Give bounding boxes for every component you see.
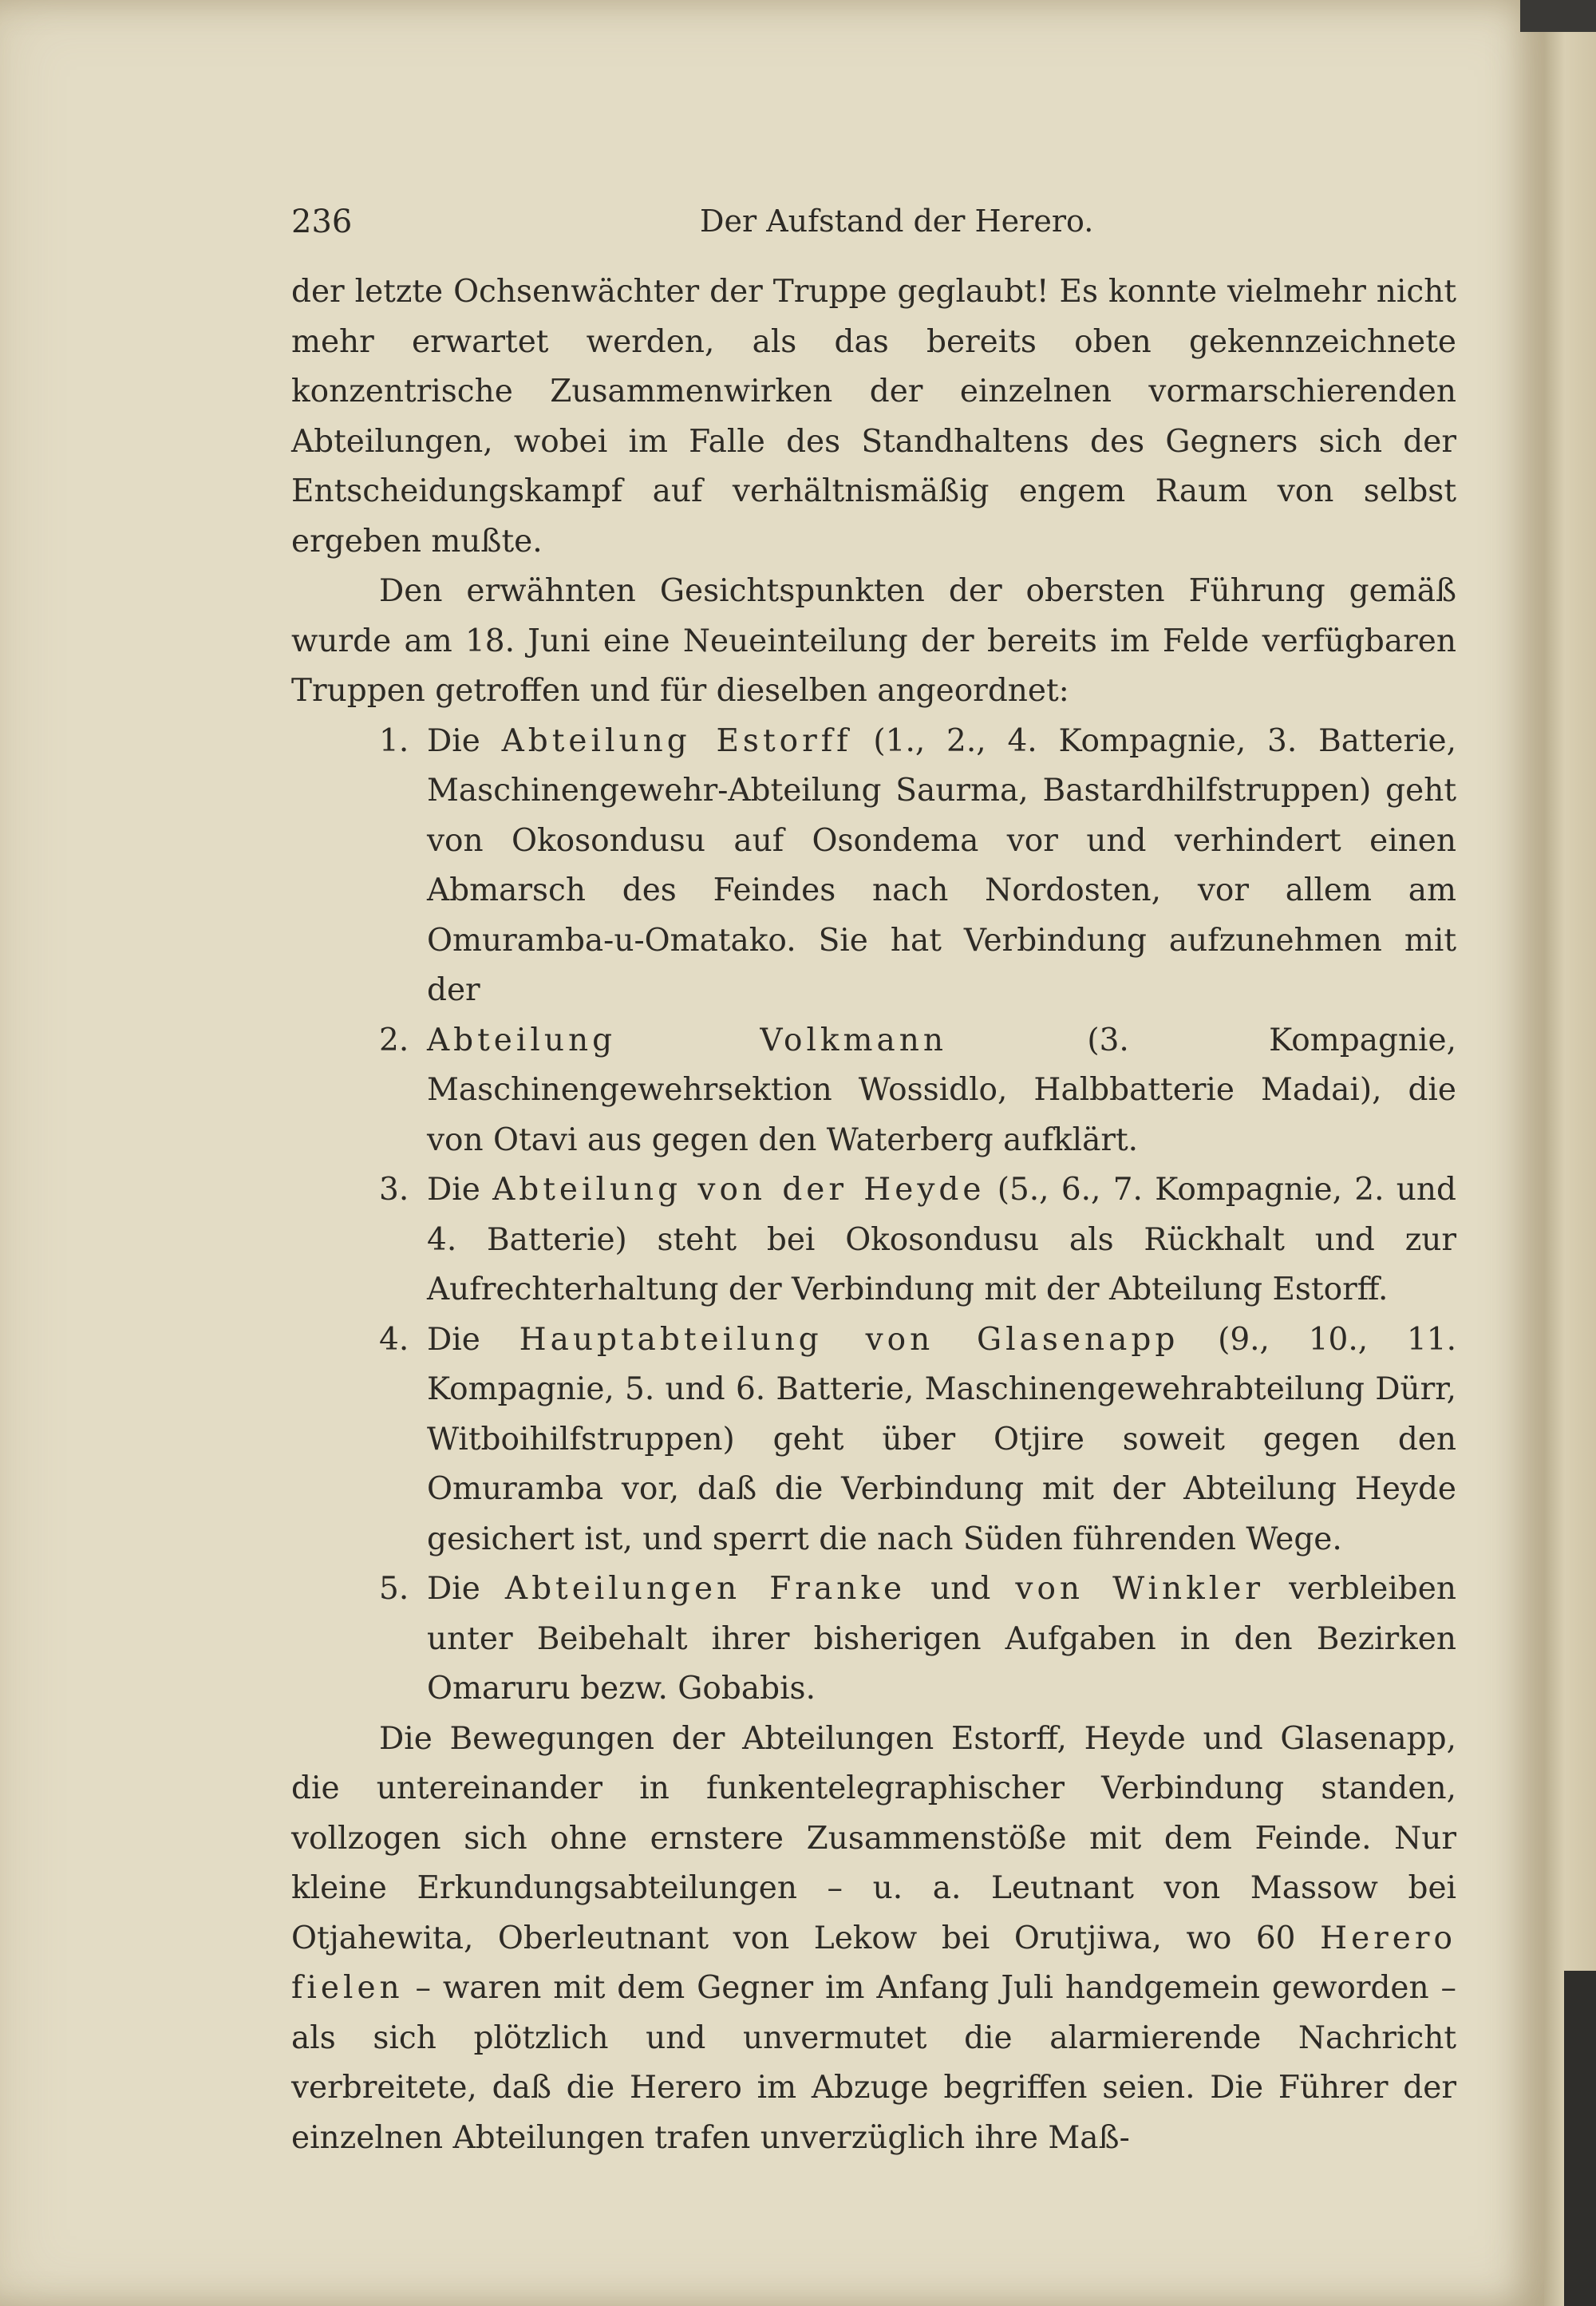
list-number: 5. <box>379 1571 409 1607</box>
unit-name: Abteilung Estorff <box>501 722 852 759</box>
scan-background-top <box>1520 0 1596 32</box>
next-page-edge <box>1544 0 1596 2306</box>
running-title: Der Aufstand der Herero. <box>700 204 1094 239</box>
emphasis-text: Herero fielen <box>291 1920 1456 2006</box>
list-text: (5., 6., 7. Kompagnie, 2. und 4. Batterie) steht bei Okosondusu als Rückhalt und zur Aufrechterhaltung der Verbindung mit der Abteilung Estorff. <box>427 1172 1456 1307</box>
paragraph-2: Den erwähnten Gesichtspunkten der obersten Führung gemäß wurde am 18. Juni eine Neueinteilung der bereits im Felde verfügbaren Truppen getroffen und für dieselben angeordnet: <box>291 573 1456 709</box>
list-text: (3. Kompagnie, Maschinengewehrsektion Wossidlo, Halbbatterie Madai), die von Otavi aus gegen den Waterberg aufklärt. <box>427 1022 1456 1158</box>
list-lead: Die <box>427 1571 505 1607</box>
list-text: verbleiben unter Beibehalt ihrer bisherigen Aufgaben in den Bezirken Omaruru bezw. Gobabis. <box>427 1571 1456 1707</box>
list-item-3 <box>291 1165 1456 1315</box>
list-lead: Die <box>427 722 502 759</box>
list-lead: Die <box>427 1321 519 1358</box>
unit-name: Abteilungen Franke <box>504 1571 907 1607</box>
list-item-1 <box>291 717 1456 1016</box>
list-item-4 <box>291 1315 1456 1565</box>
list-number: 1. <box>379 722 409 759</box>
running-head <box>291 204 1448 251</box>
unit-name: Hauptabteilung von Glasenapp <box>519 1321 1179 1358</box>
list-text: und <box>906 1571 1016 1607</box>
order-list <box>291 717 1456 1715</box>
paragraph-3-end: – waren mit dem Gegner im Anfang Juli handgemein geworden – als sich plötzlich und unvermutet die alarmierende Nachricht verbreitete, daß die Herero im Abzuge begriffen seien. Die Führer der einzelnen Abteilungen trafen unverzüglich ihre Maß- <box>291 1970 1456 2156</box>
scan-background-bottom <box>1564 1971 1596 2306</box>
list-text: (9., 10., 11. Kompagnie, 5. und 6. Batterie, Maschinengewehrabteilung Dürr, Witboihilfstruppen) geht über Otjire soweit gegen den Omuramba vor, daß die Verbindung mit der Abteilung Heyde gesichert ist, und sperrt die nach Süden führenden Wege. <box>427 1321 1456 1557</box>
body-text <box>291 267 1456 2163</box>
list-lead: Die <box>427 1172 493 1208</box>
list-number: 3. <box>379 1172 409 1208</box>
paragraph-1: der letzte Ochsenwächter der Truppe geglaubt! Es konnte vielmehr nicht mehr erwartet werden, als das bereits oben gekennzeichnete konzentrische Zusammenwirken der einzelnen vormarschierenden Abteilungen, wobei im Falle des Standhaltens des Gegners sich der Entscheidungskampf auf verhältnismäßig engem Raum von selbst ergeben mußte. <box>291 274 1456 560</box>
list-number: 2. <box>379 1022 409 1058</box>
list-number: 4. <box>379 1321 409 1358</box>
list-item-2 <box>291 1016 1456 1166</box>
paragraph-3 <box>291 1715 1456 2164</box>
page-number: 236 <box>291 204 353 240</box>
unit-name: Abteilung Volkmann <box>427 1022 948 1058</box>
paragraph-3-start: Die Bewegungen der Abteilungen Estorff, Heyde und Glasenapp, die untereinander in funkentelegraphischer Verbindung standen, vollzogen sich ohne ernstere Zusammenstöße mit dem Feinde. Nur kleine Erkundungsabteilungen – u. a. Leutnant von Massow bei Otjahewita, Oberleutnant von Lekow bei Orutjiwa, wo 60 <box>291 1720 1456 1956</box>
unit-name-2: von Winkler <box>1015 1571 1264 1607</box>
list-item-5 <box>291 1564 1456 1715</box>
list-text: (1., 2., 4. Kompagnie, 3. Batterie, Maschinengewehr-Abteilung Saurma, Bastardhilfstruppen) geht von Okosondusu auf Osondema vor und verhindert einen Abmarsch des Feindes nach Nordosten, vor allem am Omuramba-u-Omatako. Sie hat Verbindung aufzunehmen mit der <box>427 722 1456 1008</box>
unit-name: Abteilung von der Heyde <box>492 1172 986 1208</box>
